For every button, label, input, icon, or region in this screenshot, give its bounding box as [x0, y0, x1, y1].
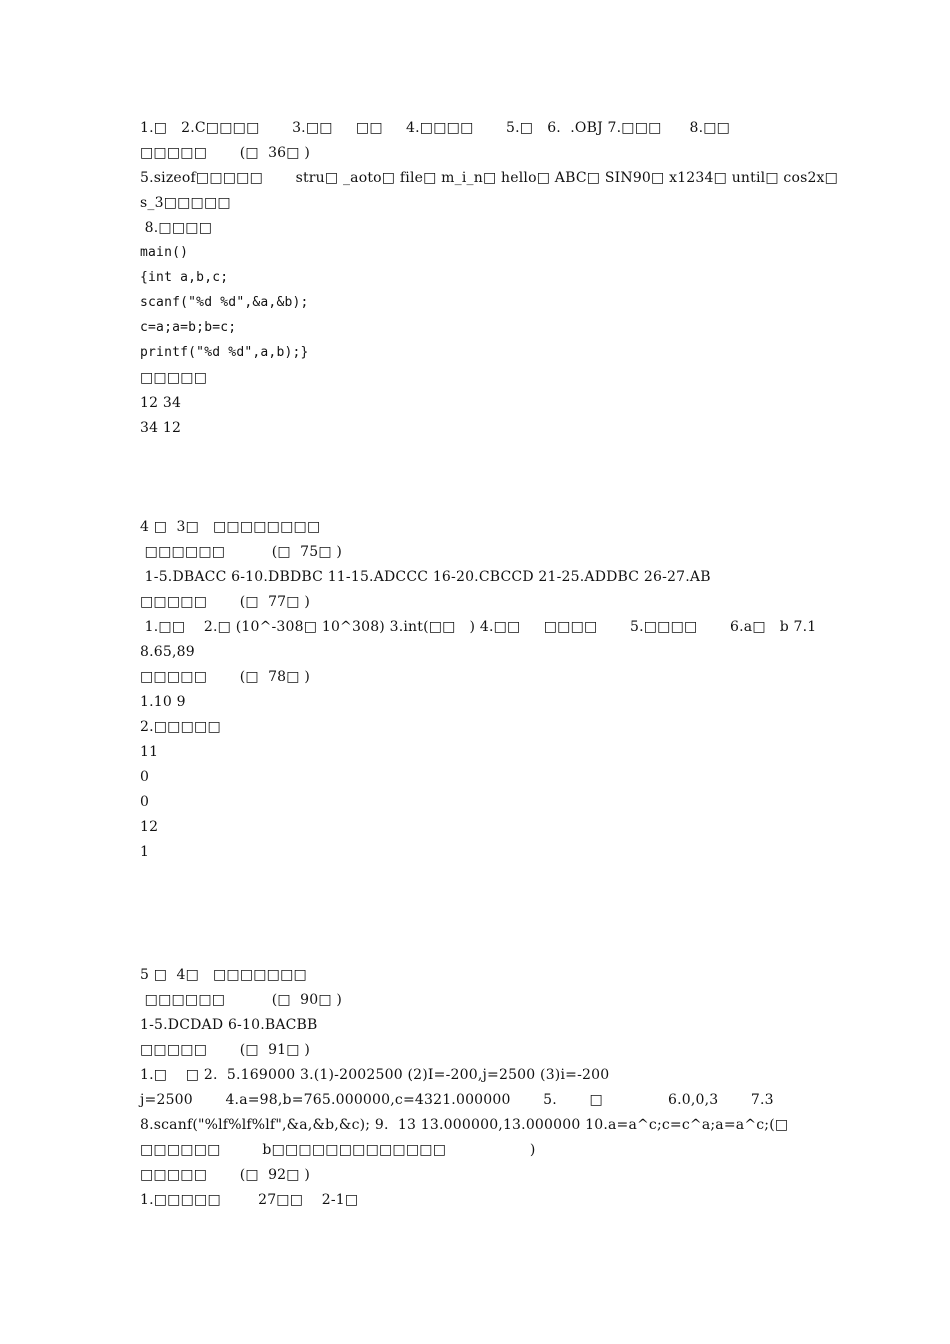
- text-line: j=2500 4.a=98,b=765.000000,c=4321.000000 5. □ 6.0,0,3 7.3: [140, 1092, 774, 1108]
- text-line: □□□□□□ (□ 75□ ): [140, 544, 343, 560]
- code-line: {int a,b,c;: [140, 270, 229, 285]
- text-line: 1.□ □ 2. 5.169000 3.(1)-2002500 (2)I=-200,j=2500 (3)i=-200: [140, 1067, 610, 1083]
- text-line: 5.sizeof□□□□□ stru□ _aoto□ file□ m_i_n□ hello□ ABC□ SIN90□ x1234□ until□ cos2x□: [140, 170, 839, 186]
- text-line: □□□□□ (□ 36□ ): [140, 145, 311, 161]
- text-line: 8.65,89: [140, 644, 195, 660]
- section-title: 5 □ 4□ □□□□□□□: [140, 967, 307, 983]
- text-line: 1-5.DCDAD 6-10.BACBB: [140, 1017, 318, 1033]
- text-line: s_3□□□□□: [140, 195, 231, 211]
- text-line: □□□□□ (□ 77□ ): [140, 594, 311, 610]
- text-line: □□□□□: [140, 370, 208, 386]
- code-line: scanf("%d %d",&a,&b);: [140, 295, 309, 310]
- code-line: c=a;a=b;b=c;: [140, 320, 237, 335]
- section-title: 4 □ 3□ □□□□□□□□: [140, 519, 321, 535]
- text-line: 8.scanf("%lf%lf%lf",&a,&b,&c); 9. 13 13.000000,13.000000 10.a=a^c;c=c^a;a=a^c;(□: [140, 1117, 789, 1133]
- text-line: □□□□□□ b□□□□□□□□□□□□□ ): [140, 1142, 536, 1158]
- text-line: 1-5.DBACC 6-10.DBDBC 11-15.ADCCC 16-20.CBCCD 21-25.ADDBC 26-27.AB: [140, 569, 711, 585]
- text-line: □□□□□ (□ 92□ ): [140, 1167, 311, 1183]
- text-line: 1.□□□□□ 27□□ 2-1□: [140, 1192, 359, 1208]
- text-line: □□□□□ (□ 91□ ): [140, 1042, 311, 1058]
- text-line: 8.□□□□: [140, 220, 213, 236]
- text-line: 1: [140, 844, 150, 860]
- text-line: □□□□□ (□ 78□ ): [140, 669, 311, 685]
- text-line: 12 34: [140, 395, 182, 411]
- text-line: 1.10 9: [140, 694, 186, 710]
- text-line: □□□□□□ (□ 90□ ): [140, 992, 343, 1008]
- text-line: 12: [140, 819, 159, 835]
- text-line: 11: [140, 744, 159, 760]
- text-line: 0: [140, 769, 150, 785]
- code-line: main(): [140, 245, 189, 260]
- code-line: printf("%d %d",a,b);}: [140, 345, 309, 360]
- text-line: 2.□□□□□: [140, 719, 221, 735]
- text-line: 1.□ 2.C□□□□ 3.□□ □□ 4.□□□□ 5.□ 6. .OBJ 7.□□□ 8.□□: [140, 120, 731, 136]
- text-line: 1.□□ 2.□ (10^-308□ 10^308) 3.int(□□ ) 4.□□ □□□□ 5.□□□□ 6.a□ b 7.1: [140, 619, 817, 635]
- text-line: 34 12: [140, 420, 182, 436]
- text-line: 0: [140, 794, 150, 810]
